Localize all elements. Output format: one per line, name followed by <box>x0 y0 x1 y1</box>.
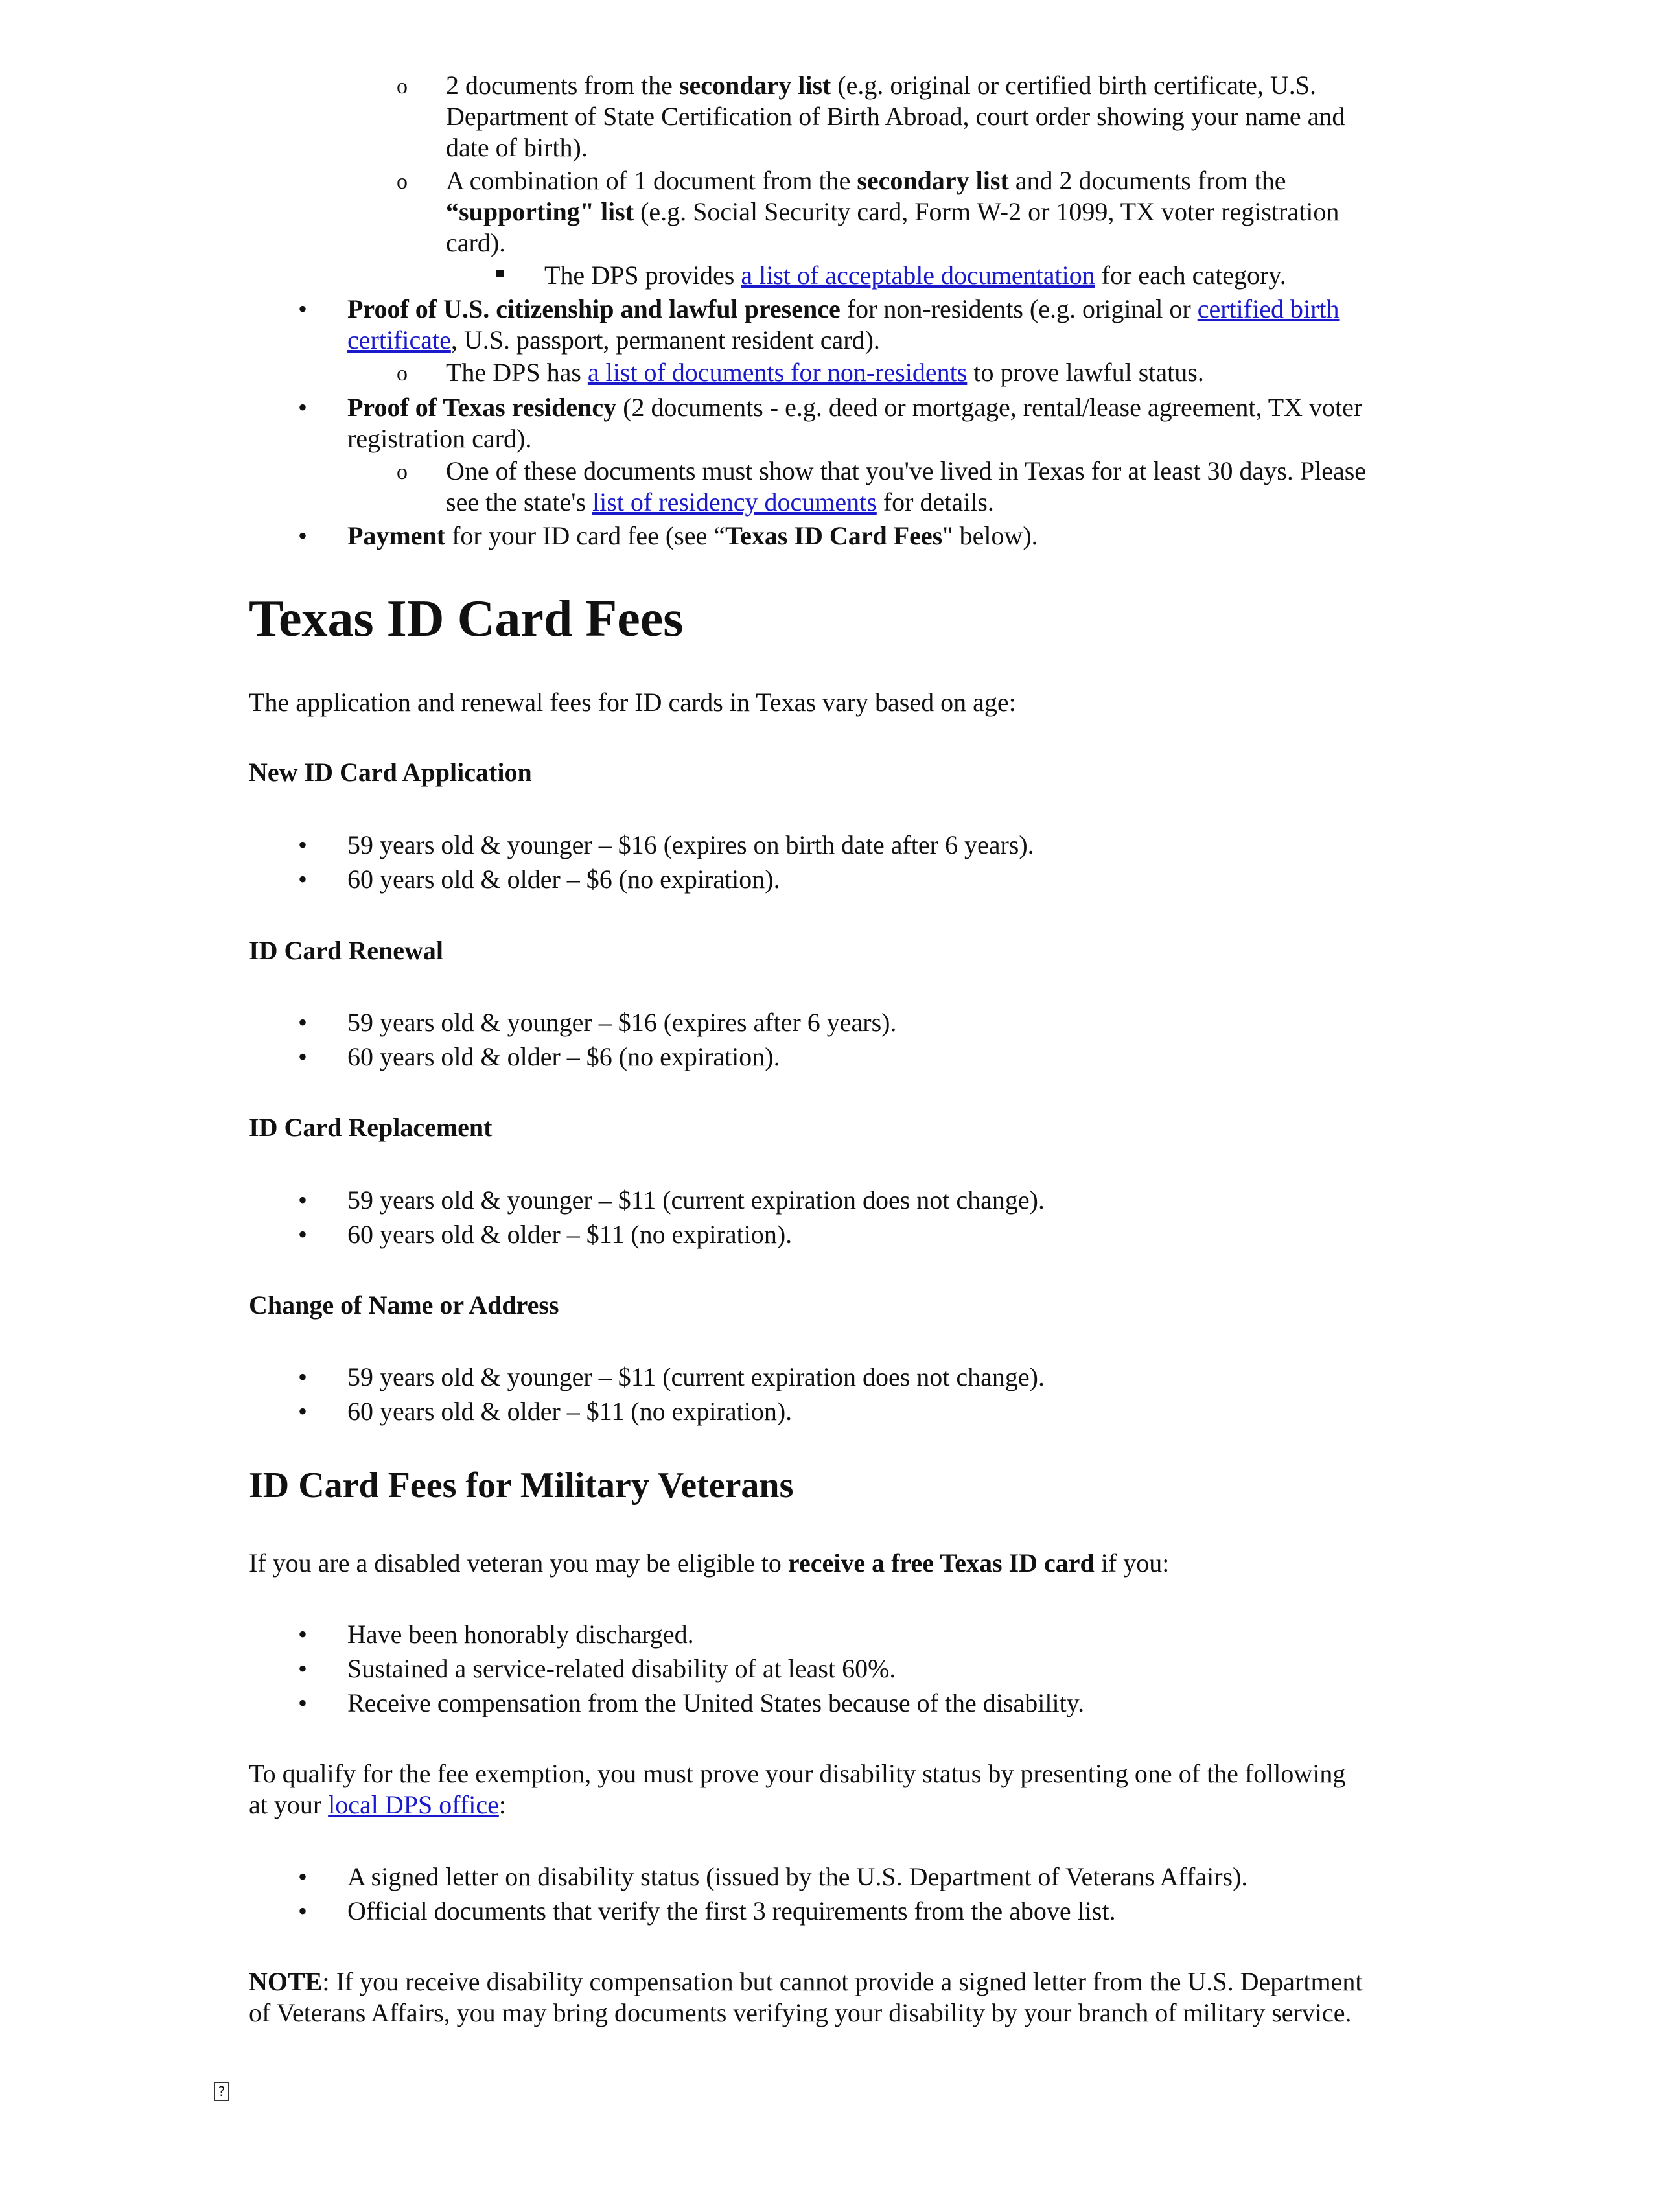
circle-bullet: o <box>397 460 408 484</box>
certified-birth-certificate-link-cont[interactable]: certificate <box>347 325 451 355</box>
list-item-nonresidents: The DPS has a list of documents for non-residents to prove lawful status. <box>446 358 1204 387</box>
fees-intro: The application and renewal fees for ID cards in Texas vary based on age: <box>249 688 1016 717</box>
section-title: ID Card Replacement <box>249 1113 493 1142</box>
list-item: 60 years old & older – $11 (no expiration). <box>347 1397 793 1426</box>
section-title: New ID Card Application <box>249 758 532 787</box>
circle-bullet: o <box>397 362 408 386</box>
square-bullet <box>496 270 504 277</box>
list-item-combination: A combination of 1 document from the secondary list and 2 documents from the <box>446 166 1286 195</box>
residency-documents-link[interactable]: list of residency documents <box>592 487 877 517</box>
qualify-paragraph-line: at your local DPS office: <box>249 1790 506 1819</box>
bullet: • <box>298 865 308 894</box>
list-item-text: date of birth). <box>446 133 588 162</box>
nonresident-documents-link[interactable]: a list of documents for non-residents <box>587 358 968 387</box>
note-paragraph-line: of Veterans Affairs, you may bring documents verifying your disability by your branch of military service. <box>249 1998 1352 2027</box>
bullet: • <box>298 521 308 550</box>
list-item: 59 years old & younger – $11 (current expiration does not change). <box>347 1362 1045 1391</box>
list-item: 60 years old & older – $6 (no expiration). <box>347 1042 780 1071</box>
note-paragraph: NOTE: If you receive disability compensation but cannot provide a signed letter from the U.S. Department <box>249 1967 1363 1996</box>
list-item: 59 years old & younger – $16 (expires after 6 years). <box>347 1008 897 1037</box>
list-item-payment: Payment for your ID card fee (see “Texas ID Card Fees" below). <box>347 521 1038 550</box>
missing-glyph-icon: ? <box>214 2082 229 2101</box>
veterans-intro: If you are a disabled veteran you may be eligible to receive a free Texas ID card if you: <box>249 1548 1170 1578</box>
list-item-citizenship: Proof of U.S. citizenship and lawful presence for non-residents (e.g. original or certified birth <box>347 294 1340 323</box>
list-item: 60 years old & older – $11 (no expiration). <box>347 1220 793 1249</box>
fees-heading: Texas ID Card Fees <box>249 590 684 647</box>
bullet: • <box>298 1688 308 1717</box>
list-item: Sustained a service-related disability of at least 60%. <box>347 1654 896 1683</box>
acceptable-documentation-link[interactable]: a list of acceptable documentation <box>741 261 1095 290</box>
list-item-text: Department of State Certification of Birth Abroad, court order showing your name and <box>446 102 1345 131</box>
bullet: • <box>298 1397 308 1426</box>
bullet: • <box>298 1862 308 1891</box>
section-title: ID Card Renewal <box>249 936 443 965</box>
list-item: Receive compensation from the United States because of the disability. <box>347 1688 1085 1717</box>
list-item-secondary: 2 documents from the secondary list (e.g. original or certified birth certificate, U.S. <box>446 71 1316 100</box>
bullet: • <box>298 830 308 859</box>
bullet: • <box>298 294 308 323</box>
list-item: Have been honorably discharged. <box>347 1620 694 1649</box>
qualify-paragraph: To qualify for the fee exemption, you must prove your disability status by presenting one of the following <box>249 1759 1346 1788</box>
bullet: • <box>298 1220 308 1249</box>
bullet: • <box>298 1185 308 1215</box>
bullet: • <box>298 1896 308 1926</box>
bullet: • <box>298 393 308 422</box>
list-item-text: “supporting" list (e.g. Social Security card, Form W-2 or 1099, TX voter registration <box>446 197 1340 226</box>
list-item-text: see the state's list of residency documents for details. <box>446 487 994 517</box>
list-item: 59 years old & younger – $11 (current expiration does not change). <box>347 1185 1045 1215</box>
list-item-residency-detail: One of these documents must show that you've lived in Texas for at least 30 days. Please <box>446 456 1367 485</box>
section-title: Change of Name or Address <box>249 1290 559 1320</box>
bullet: • <box>298 1620 308 1649</box>
bullet: • <box>298 1042 308 1071</box>
list-item-text: certificate, U.S. passport, permanent resident card). <box>347 325 880 355</box>
bullet: • <box>298 1654 308 1683</box>
list-item: 60 years old & older – $6 (no expiration). <box>347 865 780 894</box>
list-item: 59 years old & younger – $16 (expires on birth date after 6 years). <box>347 830 1034 859</box>
list-item-text: card). <box>446 228 506 257</box>
list-item-dps: The DPS provides a list of acceptable documentation for each category. <box>544 261 1286 290</box>
veterans-heading: ID Card Fees for Military Veterans <box>249 1465 794 1506</box>
list-item: Official documents that verify the first 3 requirements from the above list. <box>347 1896 1116 1926</box>
bullet: • <box>298 1008 308 1037</box>
circle-bullet: o <box>397 75 408 99</box>
circle-bullet: o <box>397 170 408 194</box>
local-dps-office-link[interactable]: local DPS office <box>328 1790 499 1819</box>
list-item-text: registration card). <box>347 424 532 453</box>
certified-birth-certificate-link[interactable]: certified birth <box>1197 294 1340 323</box>
list-item-residency: Proof of Texas residency (2 documents - e.g. deed or mortgage, rental/lease agreement, TX voter <box>347 393 1363 422</box>
list-item: A signed letter on disability status (issued by the U.S. Department of Veterans Affairs). <box>347 1862 1248 1891</box>
bullet: • <box>298 1362 308 1391</box>
